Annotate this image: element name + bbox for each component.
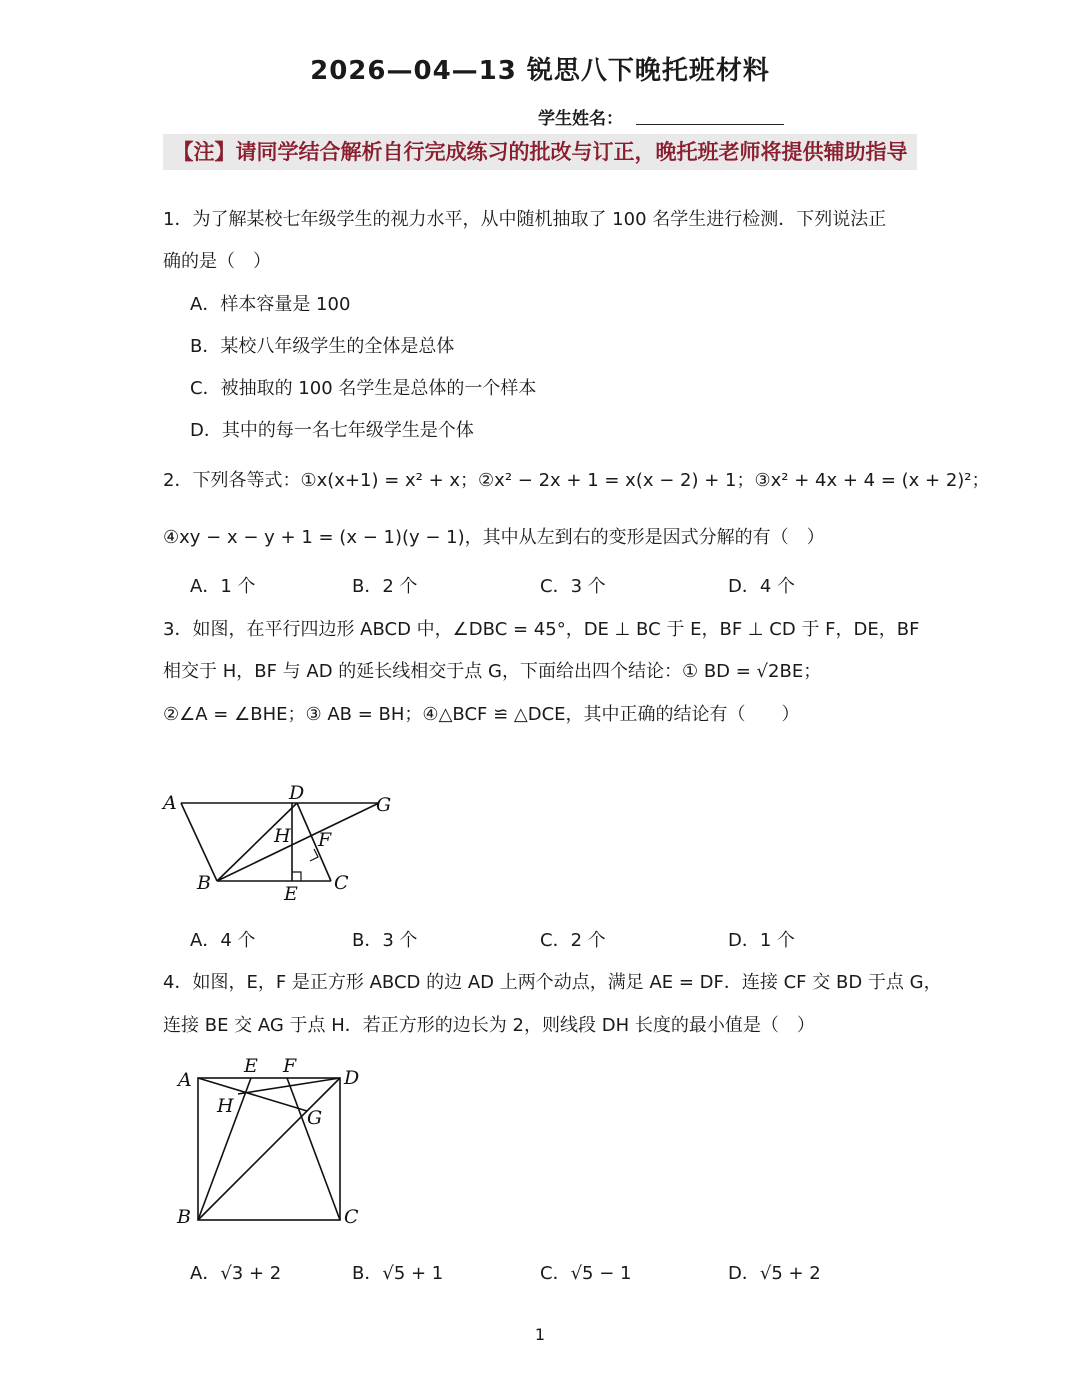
q4-option-c: C．√5 − 1 [540, 1263, 632, 1284]
line-bg [217, 803, 379, 881]
right-angle-f [310, 849, 318, 861]
q1-option-c: C．被抽取的 100 名学生是总体的一个样本 [190, 378, 537, 399]
q2-stem-line2: ④xy − x − y + 1 = (x − 1)(y − 1)，其中从左到右的变形是因式分解的有（ ） [163, 527, 825, 548]
label-g: G [376, 794, 392, 816]
label-b: B [177, 1206, 191, 1228]
label-f: F [283, 1055, 297, 1077]
label-b: B [197, 872, 211, 894]
q2-option-b: B．2 个 [352, 576, 418, 597]
q4-option-a: A．√3 + 2 [190, 1263, 282, 1284]
q2-option-a: A．1 个 [190, 576, 256, 597]
line-cf [287, 1078, 340, 1220]
q3-stem-line2: 相交于 H，BF 与 AD 的延长线相交于点 G，下面给出四个结论：① BD = √2BE； [163, 661, 822, 682]
student-name-blank[interactable] [636, 124, 784, 125]
instruction-note: 【注】请同学结合解析自行完成练习的批改与订正，晚托班老师将提供辅助指导 [163, 134, 917, 170]
q3-parallelogram-figure [155, 778, 405, 908]
label-f: F [318, 829, 332, 851]
q1-stem-line2: 确的是（ ） [163, 251, 271, 272]
q4-square-figure [170, 1050, 370, 1230]
line-ag [198, 1078, 307, 1111]
label-c: C [344, 1206, 359, 1228]
q4-option-d: D．√5 + 2 [728, 1263, 821, 1284]
q4-option-b: B．√5 + 1 [352, 1263, 444, 1284]
q1-option-d: D．其中的每一名七年级学生是个体 [190, 420, 474, 441]
q1-option-b: B．某校八年级学生的全体是总体 [190, 336, 455, 357]
q4-stem-line2: 连接 BE 交 AG 于点 H．若正方形的边长为 2，则线段 DH 长度的最小值是（ ） [163, 1015, 815, 1036]
q2-stem-line1: 2．下列各等式：①x(x+1) = x² + x；②x² − 2x + 1 = x(x − 2) + 1；③x² + 4x + 4 = (x + 2)²； [163, 470, 990, 491]
label-e: E [284, 883, 298, 905]
q3-stem-line3: ②∠A = ∠BHE；③ AB = BH；④△BCF ≌ △DCE，其中正确的结论有（ ） [163, 704, 800, 725]
label-d: D [344, 1067, 360, 1089]
q4-stem-line1: 4．如图，E，F 是正方形 ABCD 的边 AD 上两个动点，满足 AE = DF．连接 CF 交 BD 于点 G， [163, 972, 942, 993]
q1-stem-line1: 1．为了解某校七年级学生的视力水平，从中随机抽取了 100 名学生进行检测．下列说法正 [163, 209, 887, 230]
label-e: E [244, 1055, 258, 1077]
student-name-label: 学生姓名： [538, 109, 623, 129]
page-number: 1 [534, 1325, 546, 1344]
q3-option-b: B．3 个 [352, 930, 418, 951]
label-a: A [163, 792, 177, 814]
line-hd [238, 1078, 340, 1094]
q3-option-d: D．1 个 [728, 930, 796, 951]
label-h: H [217, 1095, 234, 1117]
q3-stem-line1: 3．如图，在平行四边形 ABCD 中，∠DBC = 45°，DE ⊥ BC 于 E，BF ⊥ CD 于 F，DE，BF [163, 619, 920, 640]
q1-option-a: A．样本容量是 100 [190, 294, 351, 315]
line-ab [181, 803, 217, 881]
q2-option-d: D．4 个 [728, 576, 796, 597]
label-g: G [307, 1107, 323, 1129]
right-angle-e [292, 872, 301, 881]
label-h: H [274, 825, 291, 847]
label-a: A [178, 1069, 192, 1091]
label-c: C [334, 872, 349, 894]
page-title: 2026—04—13 锐思八下晚托班材料 [310, 56, 770, 86]
q3-option-a: A．4 个 [190, 930, 256, 951]
q3-option-c: C．2 个 [540, 930, 606, 951]
q2-option-c: C．3 个 [540, 576, 606, 597]
label-d: D [289, 782, 305, 804]
